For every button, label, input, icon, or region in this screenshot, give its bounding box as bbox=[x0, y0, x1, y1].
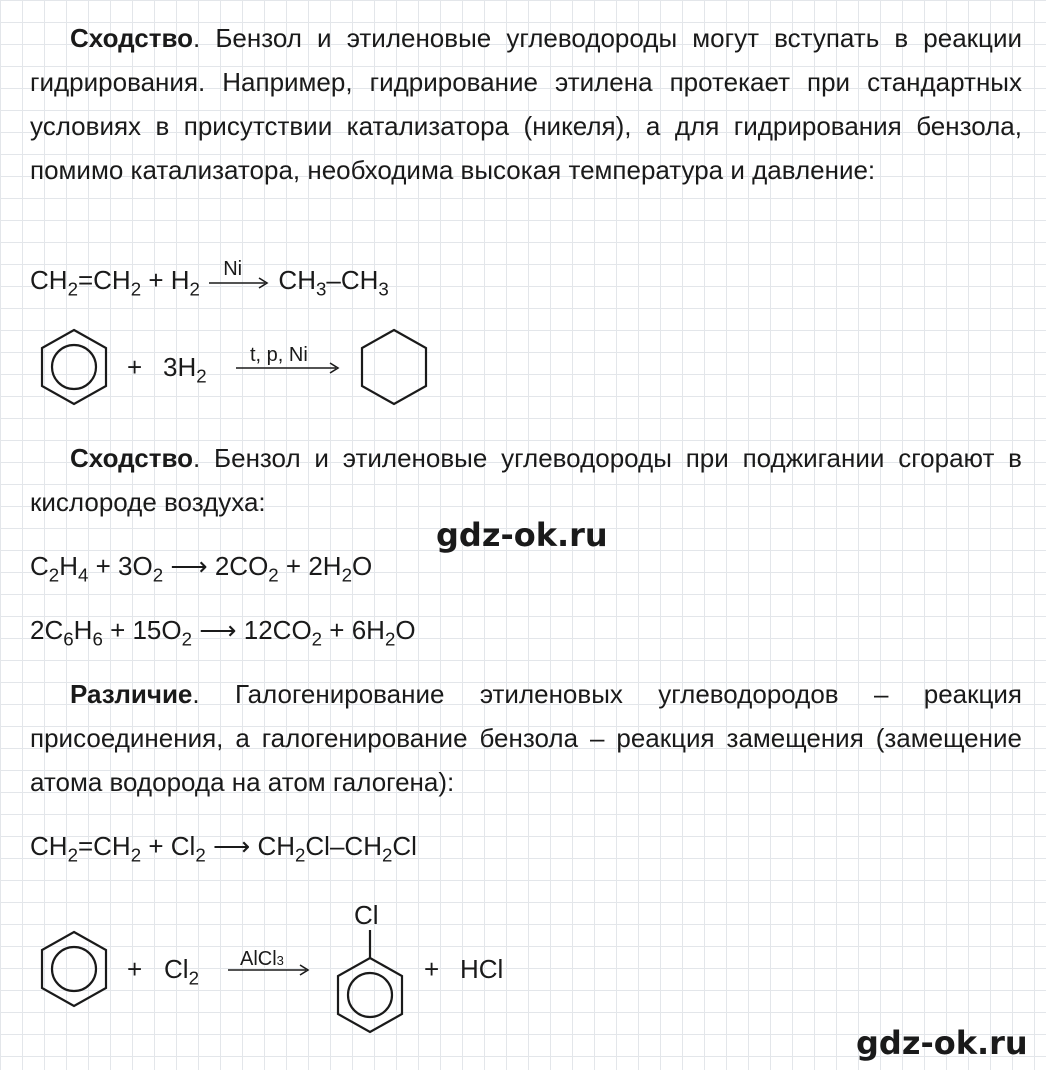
hydrogen-reagent: $3H_2$ bbox=[163, 352, 207, 387]
watermark-bottom: gdz-ok.ru bbox=[856, 1024, 1028, 1062]
heading-difference: Различие bbox=[70, 679, 193, 709]
equation-benzene-combustion: $2C_6H_6 + 15O_2$ ⟶ $12CO_2 + 6H_2O$ bbox=[30, 615, 416, 650]
watermark-center: gdz-ok.ru bbox=[436, 516, 608, 554]
plus-sign: + bbox=[127, 954, 143, 984]
chlorine-substituent-label: Cl bbox=[354, 900, 379, 930]
reaction-arrow bbox=[207, 258, 271, 289]
reaction-arrow bbox=[234, 358, 342, 378]
catalyst-label: Ni bbox=[223, 258, 243, 280]
equation-ethylene-combustion: $C_2H_4 + 3O_2$ ⟶ $2CO_2 + 2H_2O$ bbox=[30, 551, 373, 586]
equation-ethylene-hydrogenation: $CH_2=CH_2 + H_2$ Ni $CH_3-CH_3$ bbox=[30, 264, 389, 296]
paragraph-difference-halogenation bbox=[30, 672, 1022, 804]
equation-ethylene-chlorination: $CH_2=CH_2 + Cl_2$ ⟶ $CH_2Cl-CH_2Cl$ bbox=[30, 831, 417, 866]
text-halogenation: . Галогенирование этиленовых углеводородов – реакция присоединения, а галогенирование бензола – реакция замещения (замещение атома водорода на атом галогена): bbox=[30, 679, 1022, 797]
text-combustion: . Бензол и этиленовые углеводороды при поджигании сгорают в кислороде воздуха: bbox=[30, 443, 1022, 517]
paragraph-similarity-combustion bbox=[30, 436, 1022, 524]
hcl-product: HCl bbox=[460, 954, 504, 984]
catalyst-label: AlCl3 bbox=[240, 948, 284, 970]
plus-sign: + bbox=[127, 352, 143, 382]
reaction-arrow bbox=[226, 960, 312, 980]
paragraph-similarity-hydrogenation bbox=[30, 16, 1022, 192]
chlorobenzene-ring-icon bbox=[330, 928, 410, 1040]
heading-similarity-2: Сходство bbox=[70, 443, 194, 473]
conditions-label: t, p, Ni bbox=[250, 344, 308, 366]
plus-sign: + bbox=[424, 954, 440, 984]
cyclohexane-ring-icon bbox=[356, 326, 432, 410]
chlorine-reagent: $Cl_2$ bbox=[164, 954, 199, 989]
heading-similarity-1: Сходство bbox=[70, 23, 194, 53]
text-hydrogenation: . Бензол и этиленовые углеводороды могут вступать в реакции гидрирования. Например, гидрирование этилена протекает при стандартных условиях в присутствии катализатора (никеля), а для гидрирования бензола, помимо катализатора, необходима высокая температура и давление: bbox=[30, 23, 1022, 185]
benzene-ring-icon bbox=[36, 326, 112, 410]
benzene-ring-icon bbox=[36, 928, 112, 1012]
